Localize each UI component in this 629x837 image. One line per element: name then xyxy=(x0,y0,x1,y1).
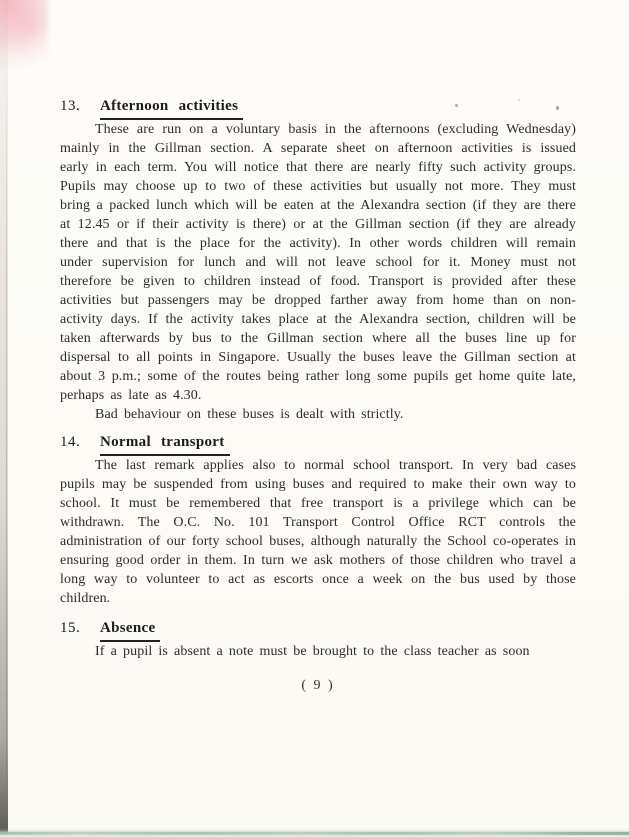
section-number: 15. xyxy=(60,620,81,636)
section-title: Absence xyxy=(100,619,160,642)
section-title: Afternoon activities xyxy=(100,97,243,120)
section-number: 14. xyxy=(60,434,81,450)
page-left-edge-line xyxy=(6,40,7,800)
paragraph-normal-transport: The last remark applies also to normal school transport. In very bad cases pupils may be suspended from using buses and required to make their own way to school. It must be remembered that free transport is a privilege which can be withdrawn. The O.C. No. 101 Transport Control Office RCT controls the administration of our forty school buses, although naturally the School co-operates in ensuring good order in them. In turn we ask mothers of those children who travel a long way to volunteer to act as escorts once a week on the bus used by those children. xyxy=(60,458,576,606)
paragraph-absence: If a pupil is absent a note must be brought to the class teacher as soon xyxy=(95,644,530,659)
paragraph-afternoon-activities: These are run on a voluntary basis in the afternoons (excluding Wednesday) mainly in the Gillman section. A separate sheet on afternoon activities is issued early in each term. You will notice that there are nearly fifty such activity groups. Pupils may choose up to two of these activities but usually not more. They must bring a packed lunch which will be eaten at the Alexandra section (if they are there at 12.45 or if their activity is there) or at the Gillman section (if they are already there and that is the place for the activity). In other words children will remain under supervision for lunch and will not leave school for it. Money must not therefore be given to children instead of food. Transport is provided after these activities but passengers may be dropped farther away from home than on non-activity days. If the activity takes place at the Alexandra section, children will be taken afterwards by bus to the Gillman section where all the buses line up for dispersal to all points in Singapore. Usually the buses leave the Gillman section at about 3 p.m.; some of the routes being rather long some pupils get home quite late, perhaps as late as 4.30. xyxy=(60,122,576,403)
section-heading-normal-transport xyxy=(60,433,576,456)
section-heading-afternoon-activities xyxy=(60,97,576,120)
scan-bottom-edge-tint xyxy=(0,832,629,835)
page-number: ( 9 ) xyxy=(301,678,335,693)
text-column xyxy=(60,97,576,694)
section-number: 13. xyxy=(60,98,81,114)
section-title: Normal transport xyxy=(100,433,230,456)
section-heading-absence xyxy=(60,619,576,642)
paragraph-bad-behaviour: Bad behaviour on these buses is dealt with strictly. xyxy=(95,407,404,422)
